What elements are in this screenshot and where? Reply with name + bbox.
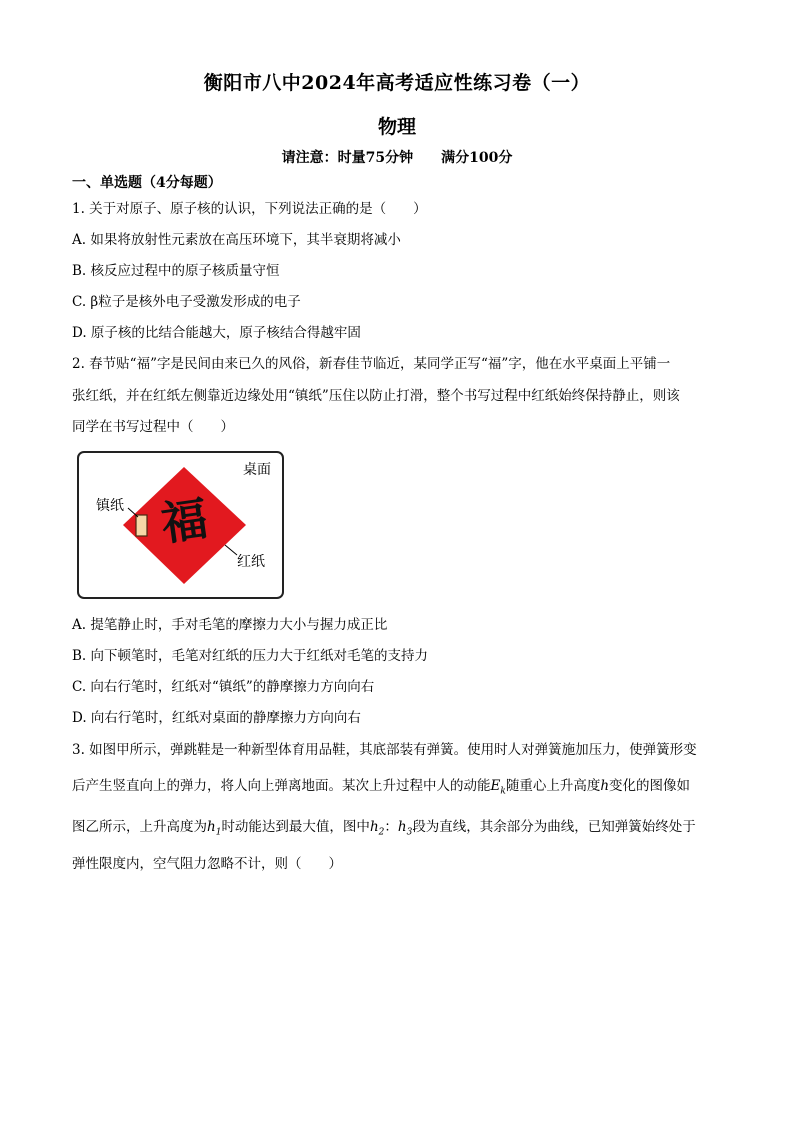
q2-stem-line-3: 同学在书写过程中（ ） [72, 419, 234, 435]
q3-separator: ： [384, 819, 398, 835]
fu-character: 福 [157, 491, 211, 551]
q2-stem-line-1: 2. 春节贴“福”字是民间由来已久的风俗，新春佳节临近，某同学正写“福”字，他在水平桌面上平铺一 [72, 356, 671, 372]
h2-symbol: $h_2$ [369, 819, 385, 838]
q3-text: 图乙所示，上升高度为 [72, 819, 207, 835]
q3-line-1: 3. 如图甲所示，弹跳鞋是一种新型体育用品鞋，其底部装有弹簧。使用时人对弹簧施加压力，使弹簧形变 [72, 742, 697, 758]
height-symbol: h [600, 778, 610, 794]
q2-figure [77, 451, 284, 599]
q2-option-b: B. 向下顿笔时，毛笔对红纸的压力大于红纸对毛笔的支持力 [72, 648, 429, 664]
h1-symbol: $h_1$ [207, 819, 222, 838]
subject-title: 物理 [377, 116, 416, 138]
paper-leader-line [225, 545, 237, 555]
exam-notice [0, 147, 794, 167]
kinetic-energy-symbol: $E_k$ [490, 778, 506, 797]
q3-line-4: 弹性限度内，空气阻力忽略不计，则（ ） [72, 856, 342, 872]
exam-title: 衡阳市八中2024年高考适应性练习卷（一） [203, 72, 591, 94]
q2-option-d: D. 向右行笔时，红纸对桌面的静摩擦力方向向右 [72, 710, 361, 726]
q2-option-c: C. 向右行笔时，红纸对“镇纸”的静摩擦力方向向右 [72, 679, 375, 695]
red-paper-label: 红纸 [237, 554, 265, 570]
notice-score: 满分100分 [441, 150, 513, 166]
q2-option-a: A. 提笔静止时，手对毛笔的摩擦力大小与握力成正比 [72, 617, 388, 633]
q1-option-b: B. 核反应过程中的原子核质量守恒 [72, 263, 280, 279]
q3-line-3 [72, 819, 724, 841]
paperweight-block [136, 515, 147, 536]
q1-option-c: C. β粒子是核外电子受激发形成的电子 [72, 294, 301, 310]
notice-time: 请注意：时量75分钟 [281, 150, 414, 166]
q1-stem: 1. 关于对原子、原子核的认识，下列说法正确的是（ ） [72, 201, 427, 217]
q3-text: 后产生竖直向上的弹力，将人向上弹离地面。某次上升过程中人的动能 [72, 778, 491, 794]
desk-label: 桌面 [243, 462, 271, 478]
q3-text: 随重心上升高度 [505, 778, 601, 794]
q3-text: 时动能达到最大值，图中 [221, 819, 370, 835]
q2-stem-line-2: 张红纸，并在红纸左侧靠近边缘处用“镇纸”压住以防止打滑，整个书写过程中红纸始终保持静止，则该 [72, 388, 680, 404]
section-heading: 一、单选题（4分每题） [72, 175, 222, 191]
q1-option-a: A. 如果将放射性元素放在高压环境下，其半衰期将减小 [72, 232, 401, 248]
q3-text: 段为直线，其余部分为曲线，已知弹簧始终处于 [412, 819, 696, 835]
q1-option-d: D. 原子核的比结合能越大，原子核结合得越牢固 [72, 325, 361, 341]
q3-line-2 [72, 778, 724, 800]
h3-symbol: $h_3$ [397, 819, 413, 838]
q3-text: 变化的图像如 [609, 778, 691, 794]
paperweight-label: 镇纸 [96, 498, 124, 514]
